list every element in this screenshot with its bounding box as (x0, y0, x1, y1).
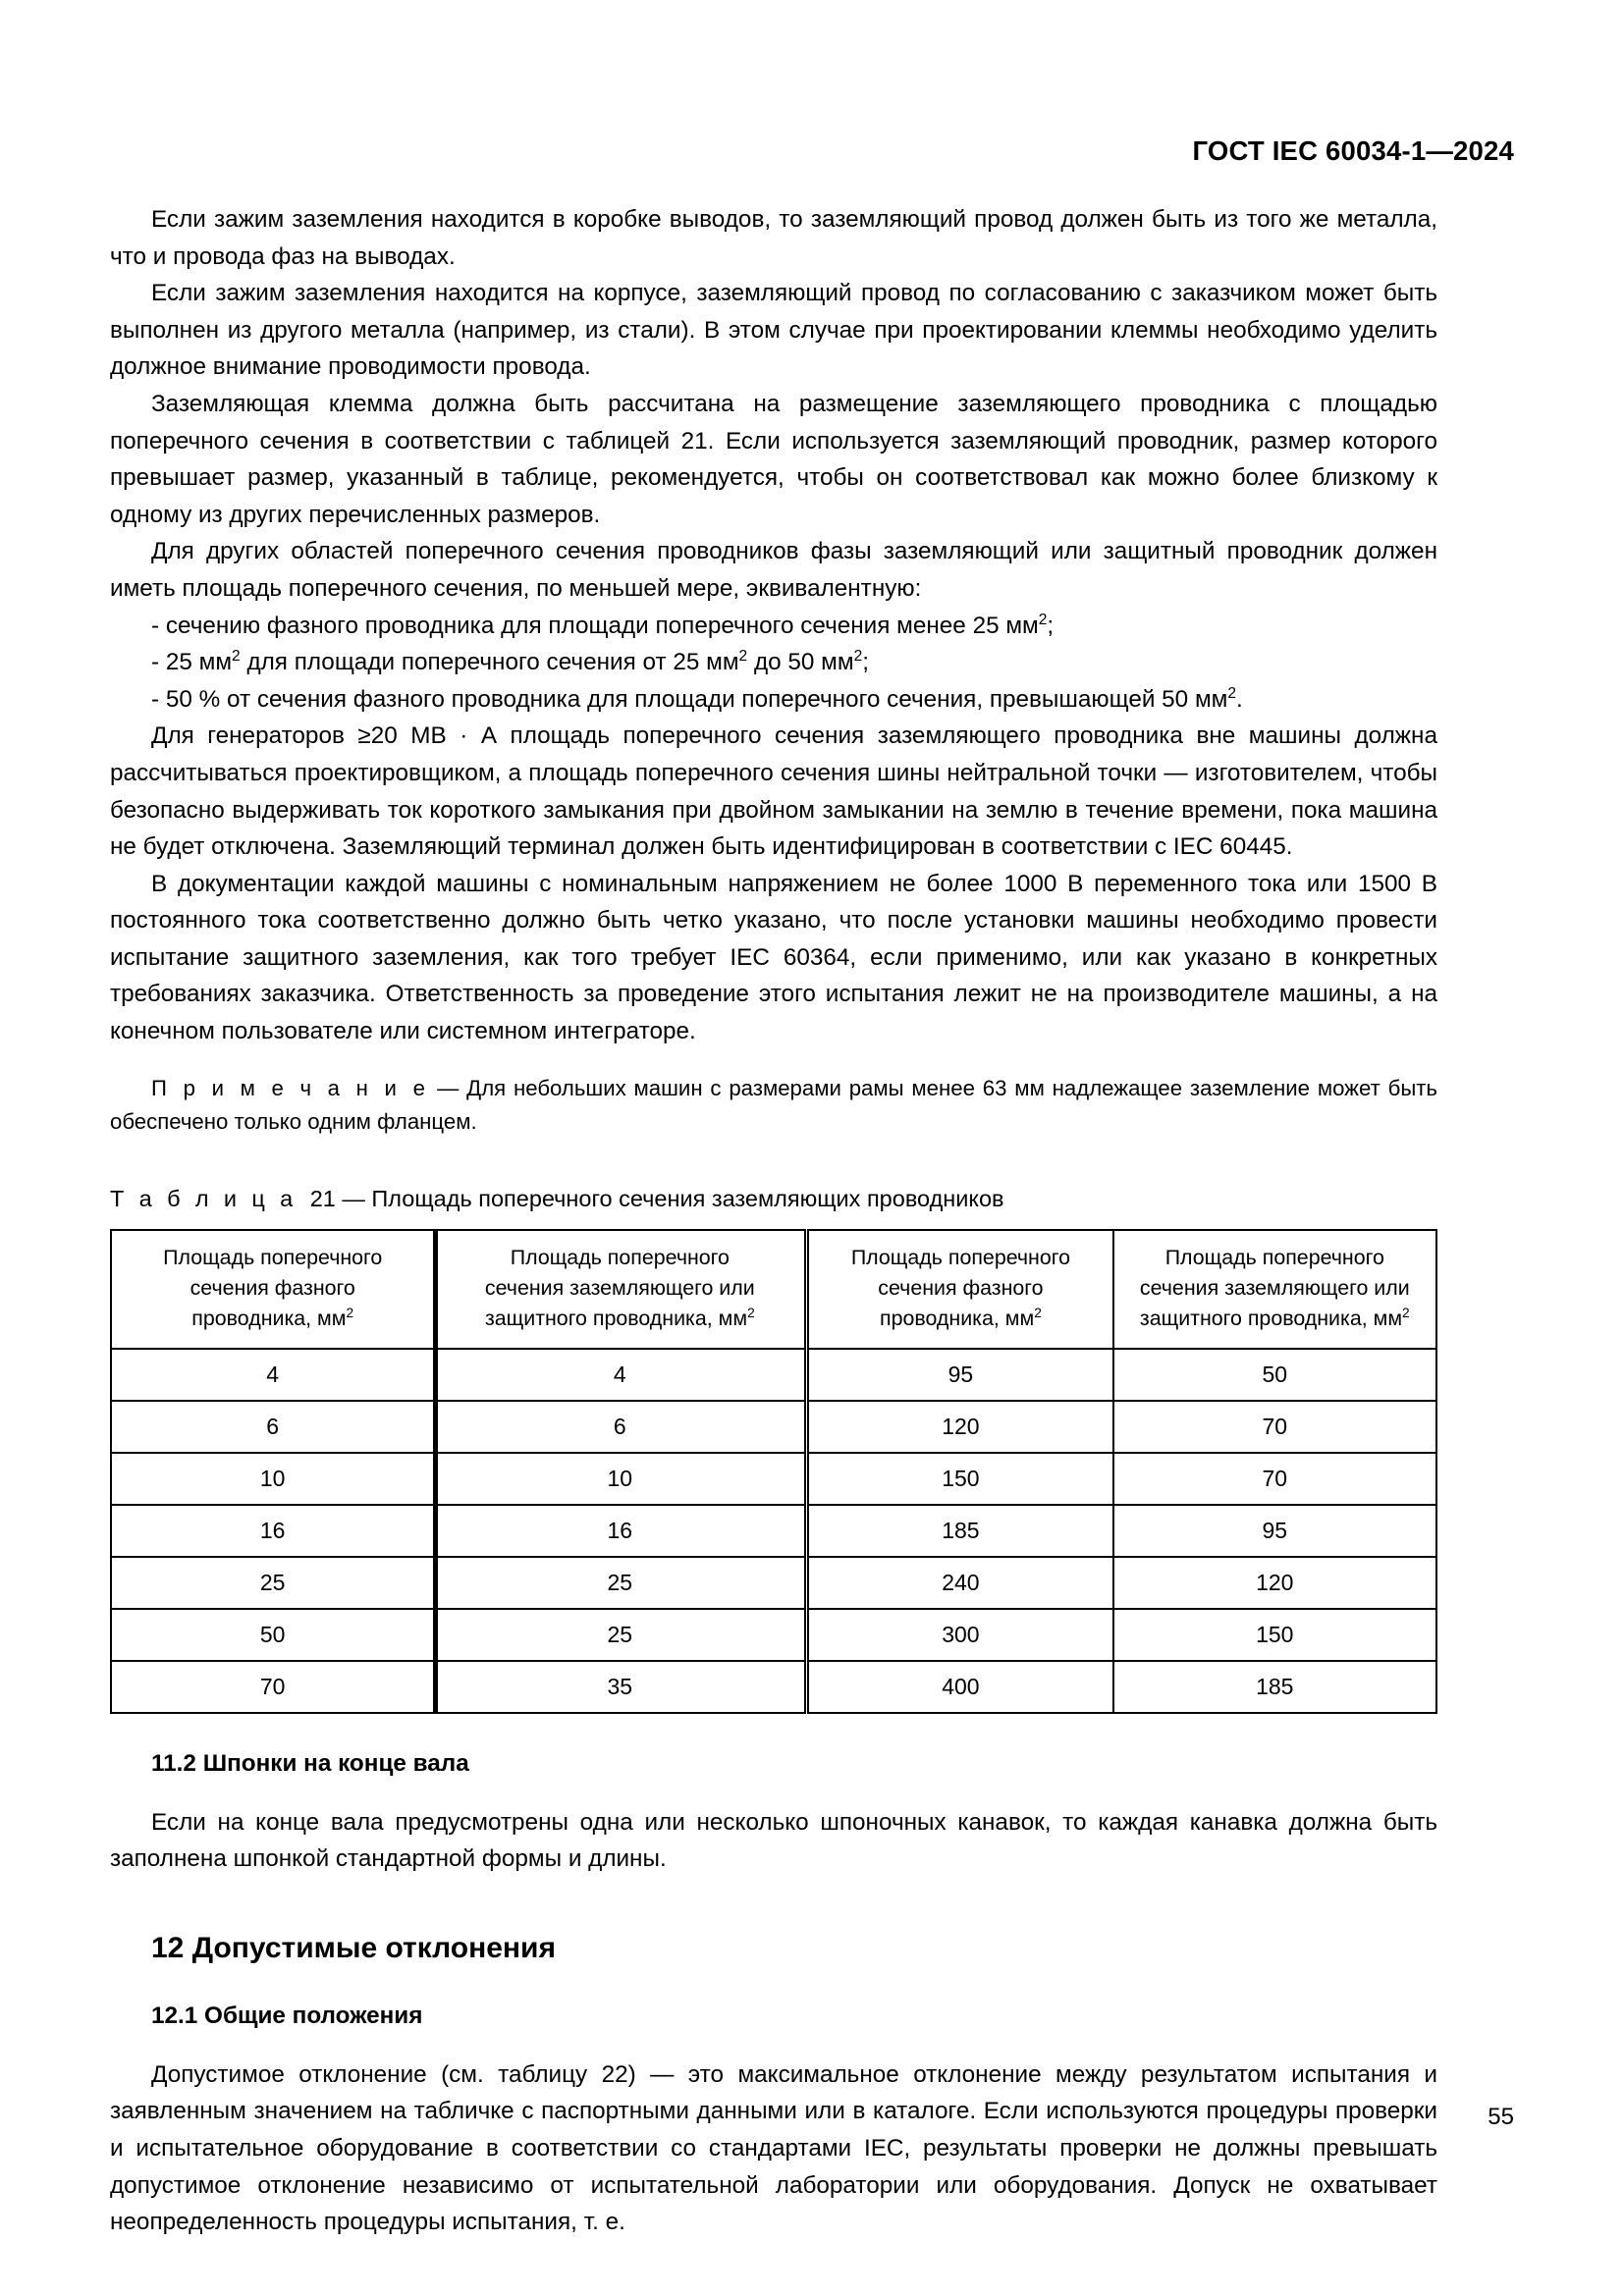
bullet-text-2b: для площади поперечного сечения от 25 мм (240, 649, 739, 676)
cell-protective-2: 150 (1113, 1609, 1436, 1661)
table-row (111, 1349, 1436, 1401)
bullet-sup-2b: 2 (738, 648, 748, 666)
cell-protective-2: 50 (1113, 1349, 1436, 1401)
table-row (111, 1557, 1436, 1609)
bullet-sup-3: 2 (1227, 684, 1237, 702)
cell-protective-1: 25 (434, 1609, 806, 1661)
bullet-sup-1: 2 (1038, 611, 1048, 628)
header-line-1: Площадь поперечного (850, 1245, 1070, 1269)
cross-section-bullet-list (110, 608, 1437, 719)
header-line-3: проводника, $мм^2$ (879, 1305, 1042, 1330)
bullet-text-2d: ; (862, 649, 869, 676)
bullet-sup-2a: 2 (232, 648, 241, 666)
bullet-text-2c: до 50 мм (747, 649, 854, 676)
cell-protective-1: 25 (434, 1557, 806, 1609)
cell-protective-1: 10 (434, 1453, 806, 1505)
table-body (111, 1349, 1436, 1713)
header-sup: 2 (747, 1305, 755, 1320)
paragraph-shaft-keys: Если на конце вала предусмотрены одна или несколько шпоночных канавок, то каждая канавка должна быть заполнена шпонкой стандартной формы и длины. (110, 1808, 1437, 1873)
bullet-text-3a: - 50 % от сечения фазного проводника для площади поперечного сечения, превышающей 50 мм (151, 685, 1228, 713)
note-block (110, 1072, 1437, 1140)
paragraph-documentation-voltage: В документации каждой машины с номинальным напряжением не более 1000 В переменного тока или 1500 В постоянного тока соответственно должно быть четко указано, что после установки машины необходимо провести испытание защитного заземления, как того требует IEC 60364, если применимо, или как указано в конкретных требованиях заказчика. Ответственность за проведение этого испытания лежит не на производителе машины, а на конечном пользователе или системном интеграторе. (110, 870, 1437, 1045)
cell-phase-1: 25 (111, 1557, 434, 1609)
paragraph-grounding-frame: Если зажим заземления находится на корпусе, заземляющий провод по согласованию с заказчиком может быть выполнен из другого металла (например, из стали). В этом случае при проектировании клеммы необходимо уделить должное внимание проводимости провода. (110, 280, 1437, 381)
paragraph-grounding-terminal-box: Если зажим заземления находится в коробке выводов, то заземляющий провод должен быть из того же металла, что и провода фаз на выводах. (110, 206, 1437, 270)
cell-protective-1: 35 (434, 1661, 806, 1713)
cell-phase-2: 300 (807, 1609, 1113, 1661)
page-running-header: ГОСТ IEC 60034-1—2024 (1192, 135, 1514, 166)
paragraph-grounding-terminal-sizing: Заземляющая клемма должна быть рассчитана на размещение заземляющего проводника с площадью поперечного сечения в соответствии с таблицей 21. Если используется заземляющий проводник, размер которого превышает размер, указанный в таблице, рекомендуется, чтобы он соответствовал как можно более близкому к одному из других перечисленных размеров. (110, 390, 1437, 528)
bullet-sup-2c: 2 (853, 648, 863, 666)
header-sup: 2 (1402, 1305, 1410, 1320)
cell-phase-1: 4 (111, 1349, 434, 1401)
header-line-2: сечения фазного (189, 1275, 355, 1300)
section-heading-12: 12 Допустимые отклонения (151, 1931, 556, 1964)
cell-phase-1: 6 (111, 1401, 434, 1453)
cell-phase-1: 70 (111, 1661, 434, 1713)
cell-protective-1: 16 (434, 1505, 806, 1557)
table-caption-title: — Площадь поперечного сечения заземляющих проводников (335, 1185, 1004, 1211)
header-line-2: сечения фазного (878, 1275, 1044, 1300)
cell-phase-2: 120 (807, 1401, 1113, 1453)
header-line-3: защитного проводника, $мм^2$ (484, 1305, 755, 1330)
cell-phase-2: 400 (807, 1661, 1113, 1713)
cell-phase-2: 95 (807, 1349, 1113, 1401)
cell-phase-1: 16 (111, 1505, 434, 1557)
table-header-cell-protective-2 (1113, 1230, 1436, 1349)
cell-phase-2: 185 (807, 1505, 1113, 1557)
header-line-2: сечения заземляющего или (484, 1275, 755, 1300)
cell-protective-2: 120 (1113, 1557, 1436, 1609)
cell-protective-2: 95 (1113, 1505, 1436, 1557)
bullet-item-over-50 (110, 681, 1437, 719)
table-row (111, 1453, 1436, 1505)
header-line-1: Площадь поперечного (163, 1245, 383, 1269)
header-line-2: сечения заземляющего или (1139, 1275, 1410, 1300)
bullet-item-25-to-50 (110, 644, 1437, 681)
table-caption (110, 1183, 1437, 1214)
cell-phase-2: 150 (807, 1453, 1113, 1505)
bullet-text-3b: . (1236, 685, 1243, 713)
cell-phase-1: 10 (111, 1453, 434, 1505)
table-header-cell-phase-2 (807, 1230, 1113, 1349)
page-content (110, 201, 1437, 2241)
bullet-item-under-25 (110, 608, 1437, 645)
header-line-3: защитного проводника, $мм^2$ (1139, 1305, 1410, 1330)
note-text: — Для небольших машин с размерами рамы менее 63 мм надлежащее заземление может быть обеспечено только одним фланцем. (110, 1075, 1437, 1135)
section-heading-12-1: 12.1 Общие положения (151, 2002, 423, 2029)
header-sup: 2 (346, 1305, 354, 1320)
table-caption-number: 21 (309, 1185, 336, 1211)
table-caption-label: Т а б л и ц а (110, 1185, 298, 1211)
cell-phase-1: 50 (111, 1609, 434, 1661)
cell-protective-1: 6 (434, 1401, 806, 1453)
table-head (111, 1230, 1436, 1349)
bullet-text-1a: - сечению фазного проводника для площади поперечного сечения менее 25 мм (151, 612, 1039, 639)
table-header-row (111, 1230, 1436, 1349)
table-21-conductor-cross-sections (110, 1229, 1437, 1714)
cell-phase-2: 240 (807, 1557, 1113, 1609)
paragraph-tolerance-general: Допустимое отклонение (см. таблицу 22) — это максимальное отклонение между результатом испытания и заявленным значением на табличке с паспортными данными или в каталоге. Если используются процедуры проверки и испытательное оборудование в соответствии со стандартами IEC, результаты проверки не должны превышать допустимое отклонение независимо от испытательной лаборатории или оборудования. Допуск не охватывает неопределенность процедуры испытания, т. е. (110, 2060, 1437, 2236)
header-line-1: Площадь поперечного (1164, 1245, 1384, 1269)
table-row (111, 1661, 1436, 1713)
cell-protective-2: 185 (1113, 1661, 1436, 1713)
page-number: 55 (1488, 2104, 1514, 2130)
header-sup: 2 (1034, 1305, 1042, 1320)
table-row (111, 1609, 1436, 1661)
bullet-text-1b: ; (1047, 612, 1055, 639)
section-heading-11-2: 11.2 Шпонки на конце вала (151, 1749, 469, 1777)
cell-protective-2: 70 (1113, 1453, 1436, 1505)
table-row (111, 1505, 1436, 1557)
header-line-3: проводника, $мм^2$ (191, 1305, 354, 1330)
paragraph-generators-20mva: Для генераторов ≥20 МВ · А площадь поперечного сечения заземляющего проводника вне машины должна рассчитываться проектировщиком, а площадь поперечного сечения шины нейтральной точки — изготовителем, чтобы безопасно выдерживать ток короткого замыкания при двойном замыкании на землю в течение времени, пока машина не будет отключена. Заземляющий терминал должен быть идентифицирован в соответствии с IEC 60445. (110, 722, 1437, 861)
bullet-text-2a: - 25 мм (151, 649, 233, 676)
table-header-cell-phase-1 (111, 1230, 434, 1349)
note-label: П р и м е ч а н и е (151, 1075, 430, 1100)
cell-protective-1: 4 (434, 1349, 806, 1401)
paragraph-other-cross-sections: Для других областей поперечного сечения проводников фазы заземляющий или защитный проводник должен иметь площадь поперечного сечения, по меньшей мере, эквивалентную: (110, 538, 1437, 602)
table-header-cell-protective-1 (434, 1230, 806, 1349)
cell-protective-2: 70 (1113, 1401, 1436, 1453)
header-line-1: Площадь поперечного (510, 1245, 730, 1269)
table-row (111, 1401, 1436, 1453)
